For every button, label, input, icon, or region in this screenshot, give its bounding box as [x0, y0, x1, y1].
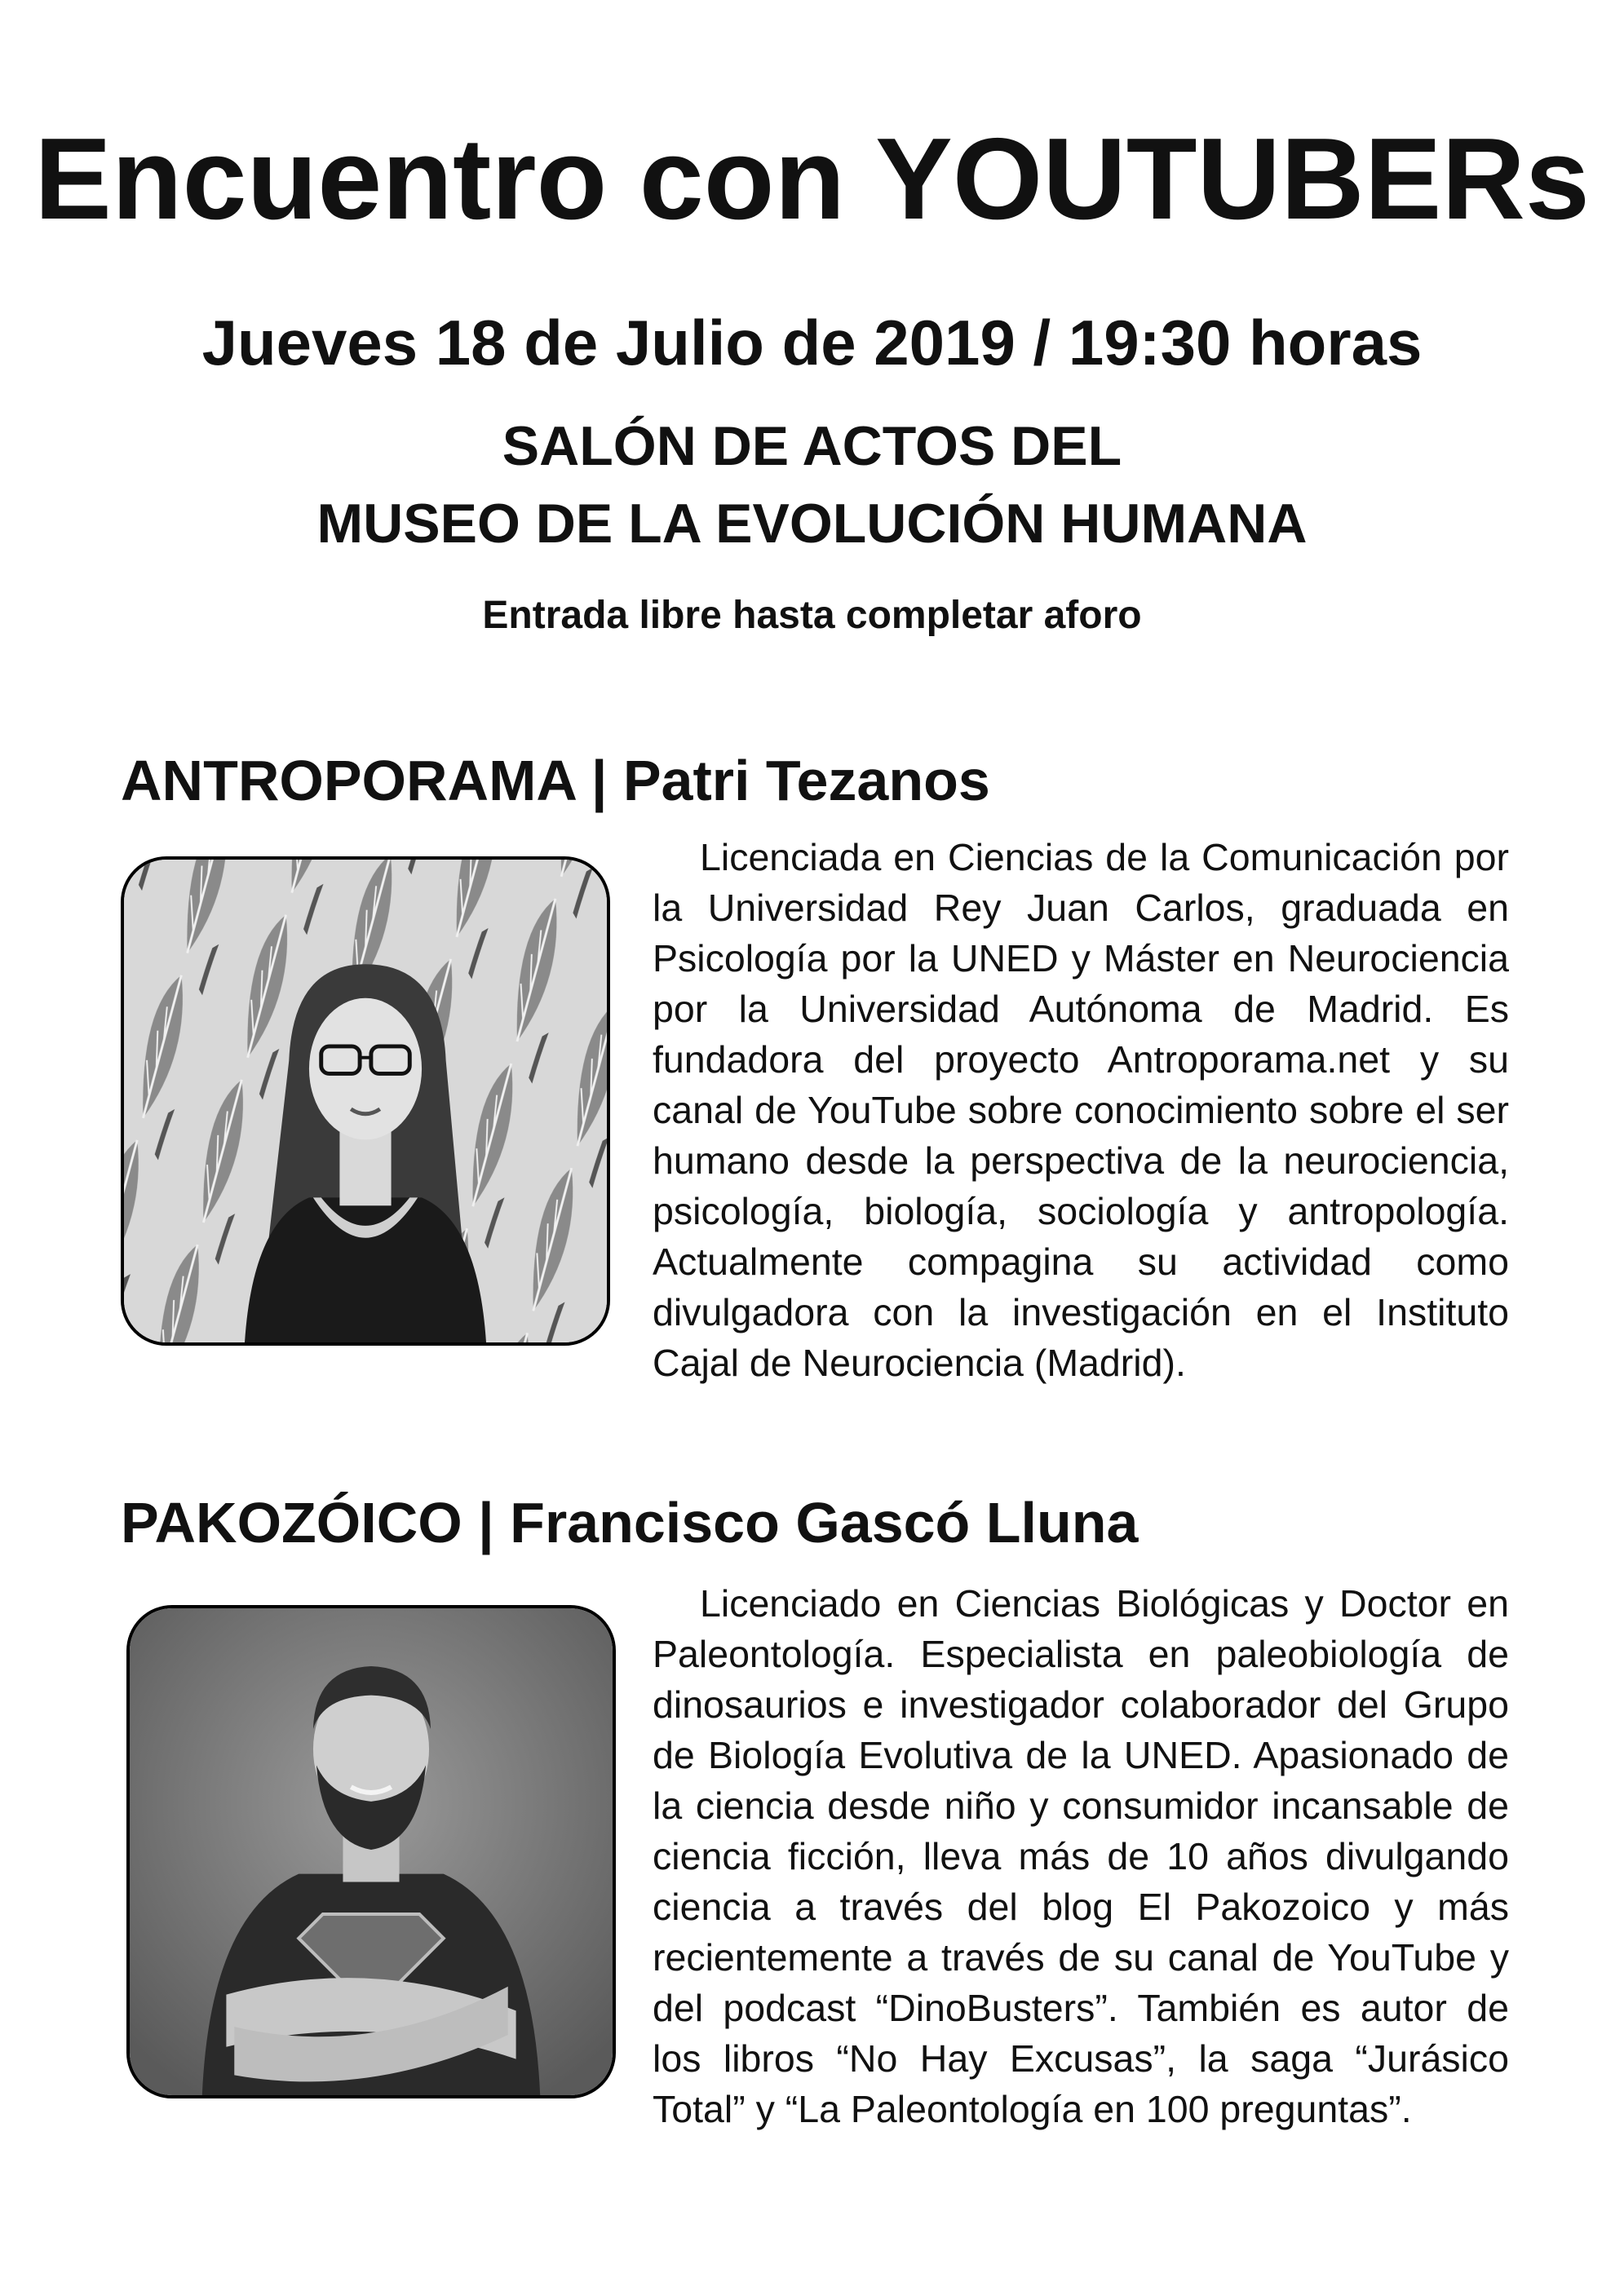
- speaker-bio-francisco-gasco-lluna: Licenciado en Ciencias Biológicas y Doctor en Paleontología. Especialista en paleobiología de dinosaurios e investigador colaborador del Grupo de Biología Evolutiva de la UNED. Apasionado de la ciencia desde niño y consumidor incansable de ciencia ficción, lleva más de 10 años divulgando ciencia a través del blog El Pakozoico y más recientemente a través de su canal de YouTube y del podcast “DinoBusters”. También es autor de los libros “No Hay Excusas”, la saga “Jurásico Total” y “La Paleontología en 100 preguntas”.: [653, 1582, 1509, 2130]
- speaker-heading-pakozoico: PAKOZÓICO | Francisco Gascó Lluna: [121, 1491, 1139, 1554]
- page-title: Encuentro con YOUTUBERs: [34, 114, 1590, 244]
- speaker-bio-patri-tezanos: Licenciada en Ciencias de la Comunicación por la Universidad Rey Juan Carlos, graduada en Psicología por la UNED y Máster en Neurociencia por la Universidad Autónoma de Madrid. Es fundadora del proyecto Antroporama.net y su canal de YouTube sobre conocimiento sobre el ser humano desde la perspectiva de la neurociencia, psicología, biología, sociología y antropología. Actualmente compagina su actividad como divulgadora con la investigación en el Instituto Cajal de Neurociencia (Madrid).: [653, 836, 1509, 1384]
- venue-line-2: MUSEO DE LA EVOLUCIÓN HUMANA: [316, 493, 1308, 555]
- event-date-time: Jueves 18 de Julio de 2019 / 19:30 horas: [201, 307, 1423, 378]
- speaker-heading-antroporama: ANTROPORAMA | Patri Tezanos: [121, 749, 990, 812]
- event-venue: [0, 408, 1624, 563]
- venue-line-1: SALÓN DE ACTOS DEL: [502, 415, 1122, 477]
- speaker-photo-patri-tezanos: [121, 856, 610, 1346]
- entry-note: Entrada libre hasta completar aforo: [482, 594, 1142, 637]
- speaker-photo-francisco-gasco-lluna: [126, 1605, 616, 2098]
